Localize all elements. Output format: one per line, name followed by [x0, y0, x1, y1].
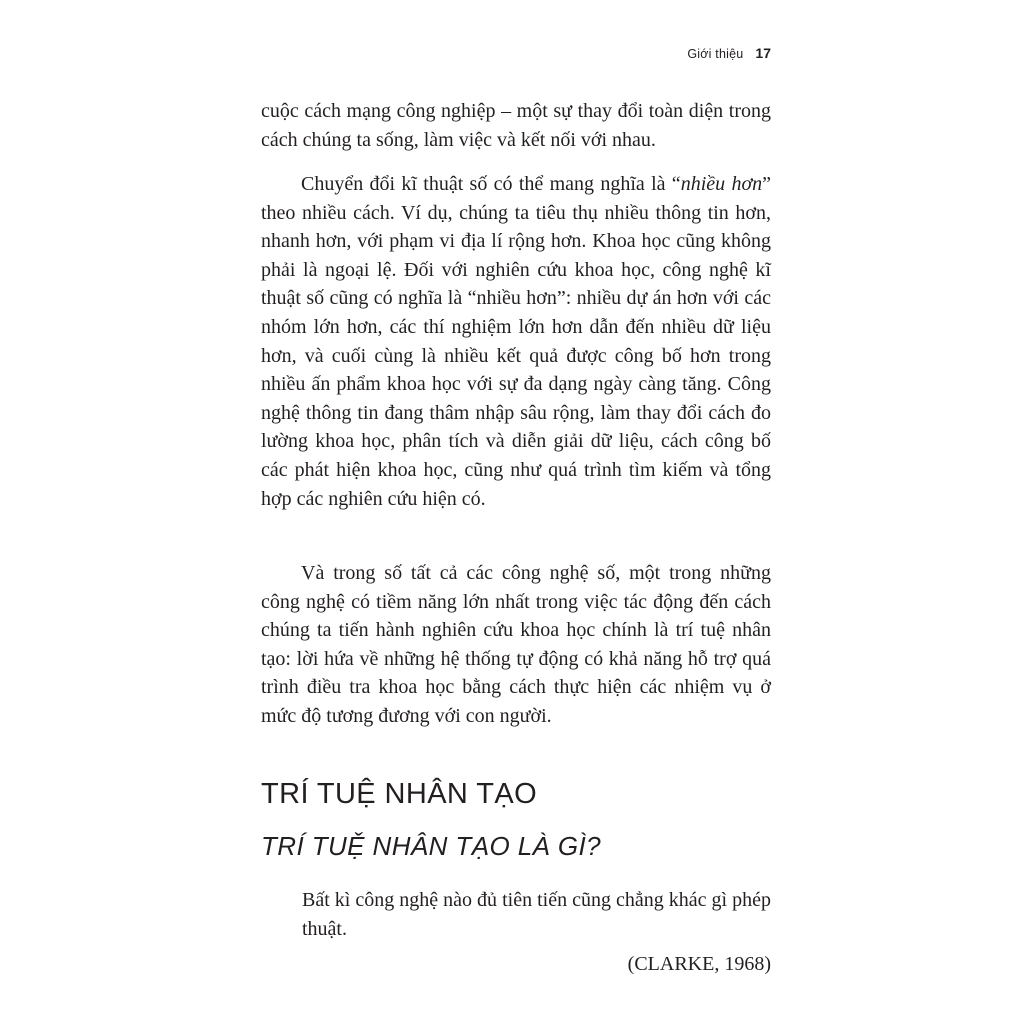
paragraph-text-start: Chuyển đổi kĩ thuật số có thể mang nghĩa là “ — [301, 173, 681, 195]
running-head — [687, 45, 771, 61]
running-head-section: Giới thiệu — [687, 47, 744, 61]
page-number: 17 — [755, 45, 771, 61]
paragraph-ai-potential: Và trong số tất cả các công nghệ số, một trong những công nghệ có tiềm năng lớn nhất trong việc tác động đến cách chúng ta tiến hành nghiên cứu khoa học chính là trí tuệ nhân tạo: lời hứa về những hệ thống tự động có khả năng hỗ trợ quá trình điều tra khoa học bằng cách thực hiện các nhiệm vụ ở mức độ tương đương với con người. — [261, 562, 771, 727]
epigraph-quote: Bất kì công nghệ nào đủ tiên tiến cũng chẳng khác gì phép thuật. — [302, 889, 771, 940]
paragraph-continuation: cuộc cách mạng công nghiệp – một sự thay đổi toàn diện trong cách chúng ta sống, làm việc và kết nối với nhau. — [261, 100, 771, 151]
epigraph-citation: (CLARKE, 1968) — [627, 953, 771, 975]
section-heading: TRÍ TUỆ NHÂN TẠO — [261, 778, 538, 810]
paragraph-text-rest: ” theo nhiều cách. Ví dụ, chúng ta tiêu thụ nhiều thông tin hơn, nhanh hơn, với phạm vi địa lí rộng hơn. Khoa học cũng không phải là ngoại lệ. Đối với nghiên cứu khoa học, công nghệ kĩ thuật số cũng có nghĩa là “nhiều hơn”: nhiều dự án hơn với các nhóm lớn hơn, các thí nghiệm lớn hơn dẫn đến nhiều dữ liệu hơn, và cuối cùng là nhiều kết quả được công bố hơn trong nhiều ấn phẩm khoa học với sự đa dạng ngày càng tăng. Công nghệ thông tin đang thâm nhập sâu rộng, làm thay đổi cách đo lường khoa học, phân tích và diễn giải dữ liệu, cách công bố các phát hiện khoa học, cũng như quá trình tìm kiếm và tổng hợp các nghiên cứu hiện có. — [261, 173, 772, 510]
subsection-heading: TRÍ TUỆ NHÂN TẠO LÀ GÌ? — [261, 831, 602, 861]
paragraph-digital-transformation — [261, 170, 771, 513]
emphasis-more: nhiều hơn — [680, 173, 763, 195]
